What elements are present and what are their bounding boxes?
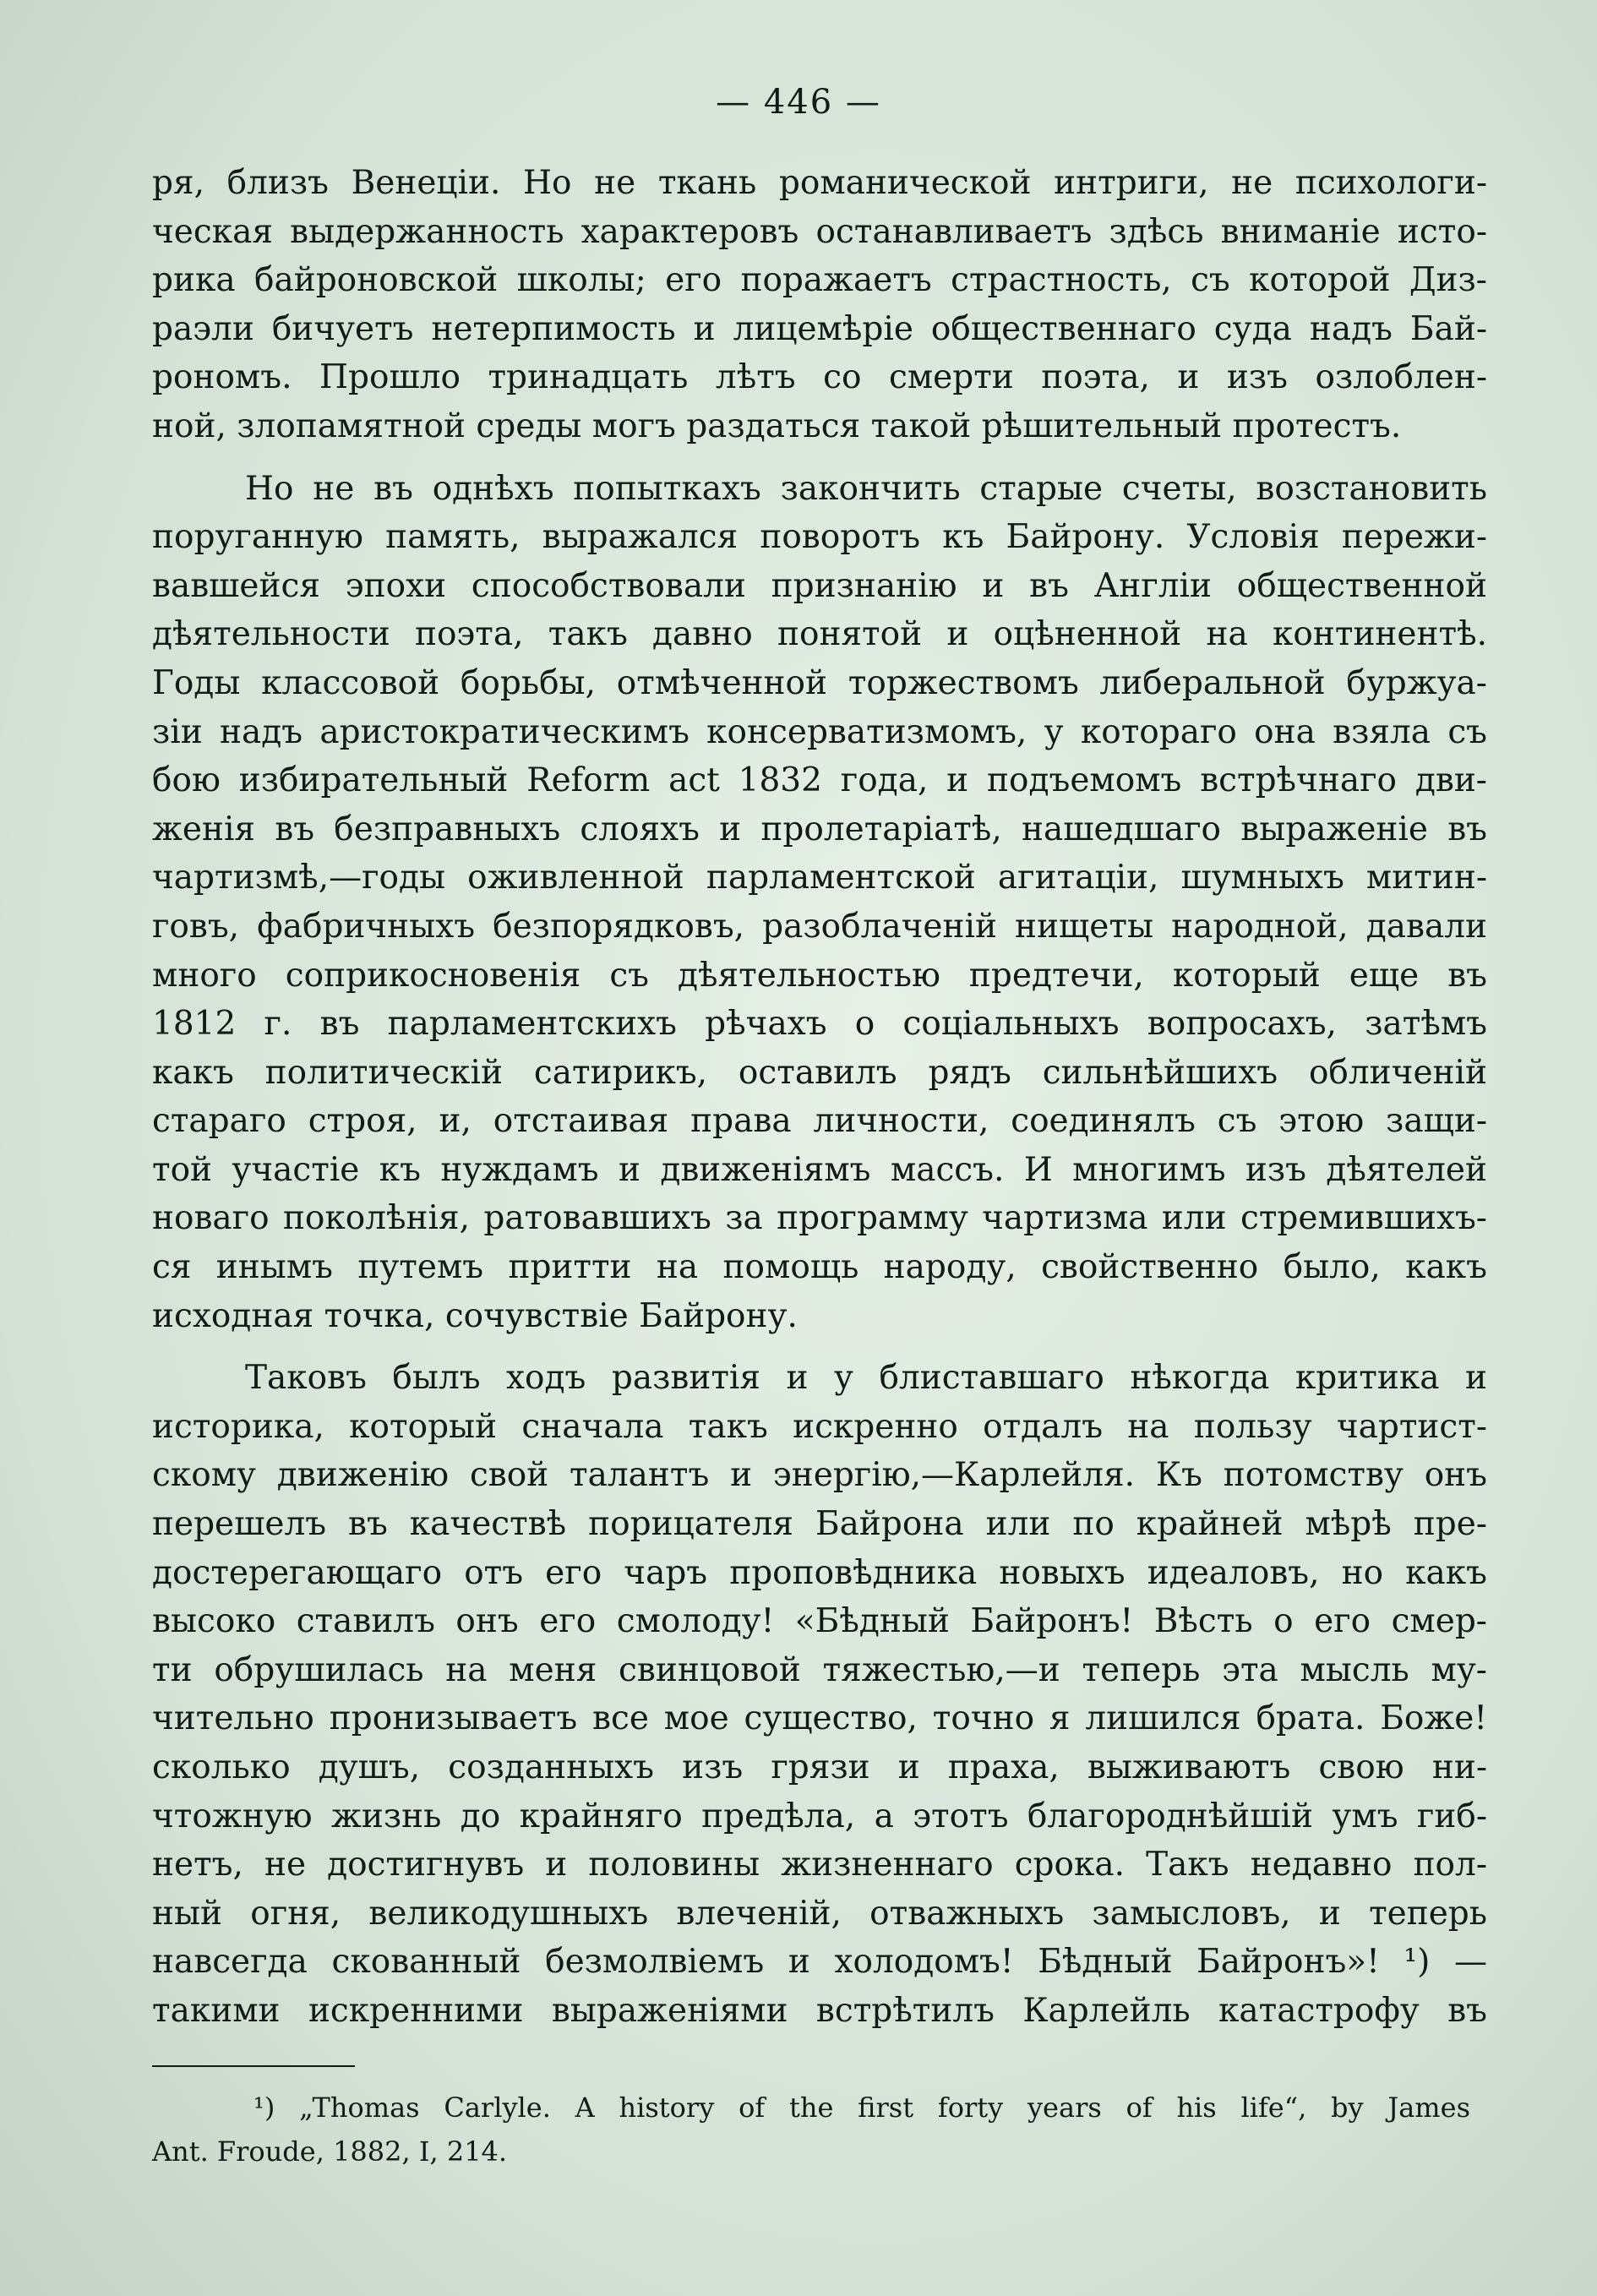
text-line: вавшейся эпохи способствовали признанію и въ Англіи общественной bbox=[152, 566, 1487, 605]
text-line: ся инымъ путемъ притти на помощь народу, свойственно было, какъ bbox=[152, 1248, 1487, 1287]
text-line: сколько душъ, созданныхъ изъ грязи и праха, выживаютъ свою ни- bbox=[152, 1748, 1487, 1786]
text-line: женія въ безправныхъ слояхъ и пролетаріатѣ, нашедшаго выраженіе въ bbox=[152, 810, 1487, 848]
text-line: рономъ. Прошло тринадцать лѣтъ со смерти поэта, и изъ озлоблен- bbox=[152, 358, 1487, 397]
text-line: поруганную память, выражался поворотъ къ Байрону. Условія пережи- bbox=[152, 518, 1487, 557]
text-line: стараго строя, и, отстаивая права личности, соединялъ съ этою защи- bbox=[152, 1102, 1487, 1141]
text-line: бою избирательный Reform act 1832 года, и подъемомъ встрѣчнаго дви- bbox=[152, 761, 1487, 800]
body-text bbox=[152, 159, 1487, 2036]
text-line: дѣятельности поэта, такъ давно понятой и оцѣненной на континентѣ. bbox=[152, 615, 1487, 654]
text-line: перешелъ въ качествѣ порицателя Байрона или по крайней мѣрѣ пре- bbox=[152, 1505, 1487, 1544]
paragraph-1 bbox=[152, 159, 1487, 451]
text-line: зіи надъ аристократическимъ консерватизмомъ, у котораго она взяла съ bbox=[152, 712, 1487, 751]
text-line: исходная точка, сочувствіе Байрону. bbox=[152, 1296, 798, 1335]
text-line: раэли бичуетъ нетерпимость и лицемѣріе общественнаго суда надъ Бай- bbox=[152, 309, 1487, 348]
text-line: чартизмѣ,—годы оживленной парламентской агитаціи, шумныхъ митин- bbox=[152, 859, 1487, 897]
text-line: чтожную жизнь до крайняго предѣла, а этотъ благороднѣйшій умъ гиб- bbox=[152, 1797, 1487, 1835]
text-line: ческая выдержанность характеровъ останавливаетъ здѣсь вниманіе исто- bbox=[152, 212, 1487, 251]
paragraph-2 bbox=[152, 465, 1487, 1341]
text-line: рика байроновской школы; его поражаетъ страстность, съ которой Диз- bbox=[152, 261, 1487, 300]
text-line: новаго поколѣнія, ратовавшихъ за программу чартизма или стремившихъ- bbox=[152, 1199, 1487, 1238]
text-line: ной, злопамятной среды могъ раздаться такой рѣшительный протестъ. bbox=[152, 406, 1402, 445]
page-number: — 446 — bbox=[716, 83, 881, 122]
text-line: историка, который сначала такъ искренно отдалъ на пользу чартист- bbox=[152, 1407, 1487, 1446]
text-line: нетъ, не достигнувъ и половины жизненнаго срока. Такъ недавно пол- bbox=[152, 1846, 1487, 1884]
text-line: той участіе къ нуждамъ и движеніямъ массъ. И многимъ изъ дѣятелей bbox=[152, 1150, 1487, 1189]
text-line: ти обрушилась на меня свинцовой тяжестью,—и теперь эта мысль му- bbox=[152, 1650, 1487, 1689]
footnote-line: Ant. Froude, 1882, I, 214. bbox=[152, 2135, 508, 2168]
paragraph-3 bbox=[152, 1354, 1487, 2035]
text-line: много соприкосновенія съ дѣятельностью предтечи, который еще въ bbox=[152, 956, 1487, 995]
text-line: достерегающаго отъ его чаръ проповѣдника новыхъ идеаловъ, но какъ bbox=[152, 1553, 1487, 1592]
text-line: говъ, фабричныхъ безпорядковъ, разоблаченій нищеты народной, давали bbox=[152, 907, 1487, 946]
text-line: какъ политическій сатирикъ, оставилъ рядъ сильнѣйшихъ обличеній bbox=[152, 1053, 1487, 1092]
footnote-divider bbox=[152, 2065, 355, 2067]
text-line: чительно пронизываетъ все мое существо, точно я лишился брата. Боже! bbox=[152, 1699, 1487, 1738]
text-line: ный огня, великодушныхъ влеченій, отважныхъ замысловъ, и теперь bbox=[152, 1894, 1487, 1933]
footnotes bbox=[152, 2086, 1470, 2173]
text-line: высоко ставилъ онъ его смолоду! «Бѣдный Байронъ! Вѣсть о его смер- bbox=[152, 1602, 1487, 1641]
text-line: Таковъ былъ ходъ развитія и у блиставшаго нѣкогда критика и bbox=[245, 1359, 1487, 1398]
text-line: 1812 г. въ парламентскихъ рѣчахъ о соціальныхъ вопросахъ, затѣмъ bbox=[152, 1005, 1487, 1044]
text-line: скому движенію свой талантъ и энергію,—Карлейля. Къ потомству онъ bbox=[152, 1456, 1487, 1495]
text-line: навсегда скованный безмолвіемъ и холодомъ! Бѣдный Байронъ»! ¹) — bbox=[152, 1943, 1487, 1982]
text-line: Но не въ однѣхъ попыткахъ закончить старые счеты, возстановить bbox=[245, 469, 1487, 508]
footnote-line: ¹) „Thomas Carlyle. A history of the first forty years of his life“, by James bbox=[253, 2091, 1470, 2124]
text-line: Годы классовой борьбы, отмѣченной торжествомъ либеральной буржуа- bbox=[152, 663, 1487, 702]
text-line: ря, близъ Венеціи. Но не ткань романической интриги, не психологи- bbox=[152, 164, 1487, 202]
text-line: такими искренними выраженіями встрѣтилъ Карлейль катастрофу въ bbox=[152, 1991, 1487, 2030]
